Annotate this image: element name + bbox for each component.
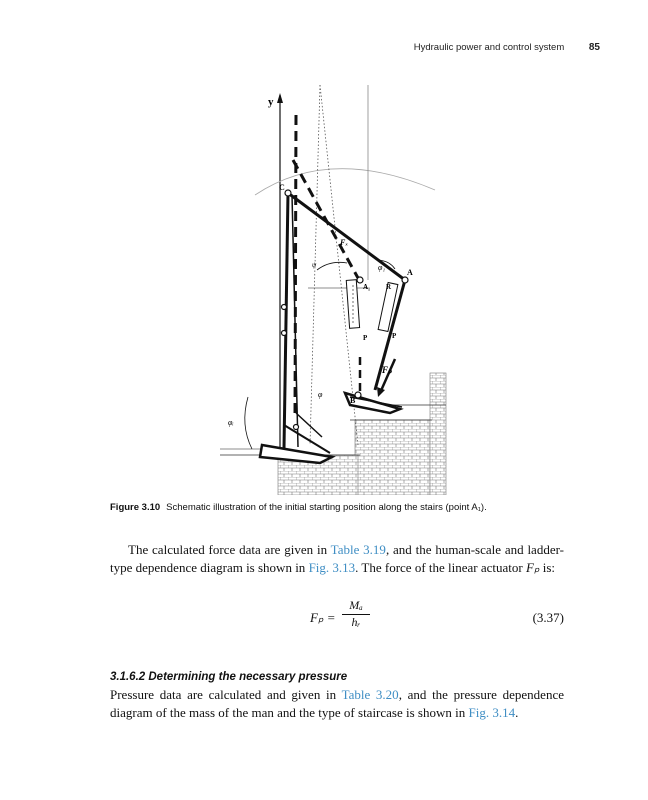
running-header [0,42,600,53]
para2-text-1: Pressure data are calculated and given in [110,687,342,702]
figure-caption [110,502,610,513]
equation-number: (3.37) [532,610,564,625]
para2-text-2: , and the pressure dependence diagram of the mass of the man and the type of staircase is shown in [110,687,564,720]
caption-text: Schematic illustration of the initial starting position along the stairs (point A₁). [166,502,487,513]
label-a: A [407,268,413,277]
angle-arc-mid [317,262,347,270]
label-p1: P [363,334,368,342]
angle-arc-left [245,397,252,449]
label-b: B [350,396,356,405]
link-fig-3-13[interactable]: Fig. 3.13 [308,560,356,575]
paragraph-1 [110,541,564,577]
label-phi-left: φᵢ [228,418,234,427]
actuator-1 [346,280,359,329]
var-fp: Fₚ [526,560,540,575]
label-r: R [386,283,392,291]
para1-text-4: is: [539,560,556,575]
leg-lower [284,193,288,448]
label-a1: A₁ [363,283,371,291]
label-fz: Fₓ [340,238,349,247]
equation-numerator: Mₐ [342,598,370,615]
para1-text-3: . The force of the linear actuator [355,560,526,575]
equation-fraction [342,598,370,630]
label-y: y [268,96,274,108]
running-title: Hydraulic power and control system [413,42,565,53]
para1-text-1: The calculated force data are given in [128,542,331,557]
label-phi1: φ₁ [378,263,386,272]
page-number: 85 [588,42,600,53]
equation-3-37 [110,598,564,638]
para1-text-2: , and the human-scale and ladder-type dependence diagram is shown in [110,542,564,575]
schematic-figure [200,75,460,495]
section-heading: 3.1.6.2 Determining the necessary pressure [110,671,348,683]
foot-left [260,413,332,463]
stairs [278,373,446,495]
link-table-3-20[interactable]: Table 3.20 [341,687,399,702]
paragraph-2 [110,686,564,722]
label-psi: ψ [312,261,317,269]
leg-upper [288,193,405,280]
equation-denominator: hᵣ [351,615,361,629]
label-phi-b: φ [318,390,323,399]
y-axis-arrow [277,93,283,103]
caption-label: Figure 3.10 [110,502,161,513]
label-c: C [279,183,285,192]
force-fp-arrowhead [377,387,385,397]
equation-lhs: Fₚ = [310,610,336,625]
link-table-3-19[interactable]: Table 3.19 [330,542,386,557]
label-p2: P [392,332,397,340]
label-fp: Fₚ [382,365,392,375]
thigh-dashed [293,160,358,278]
link-fig-3-14[interactable]: Fig. 3.14 [468,705,516,720]
para2-text-3: . [515,705,519,720]
